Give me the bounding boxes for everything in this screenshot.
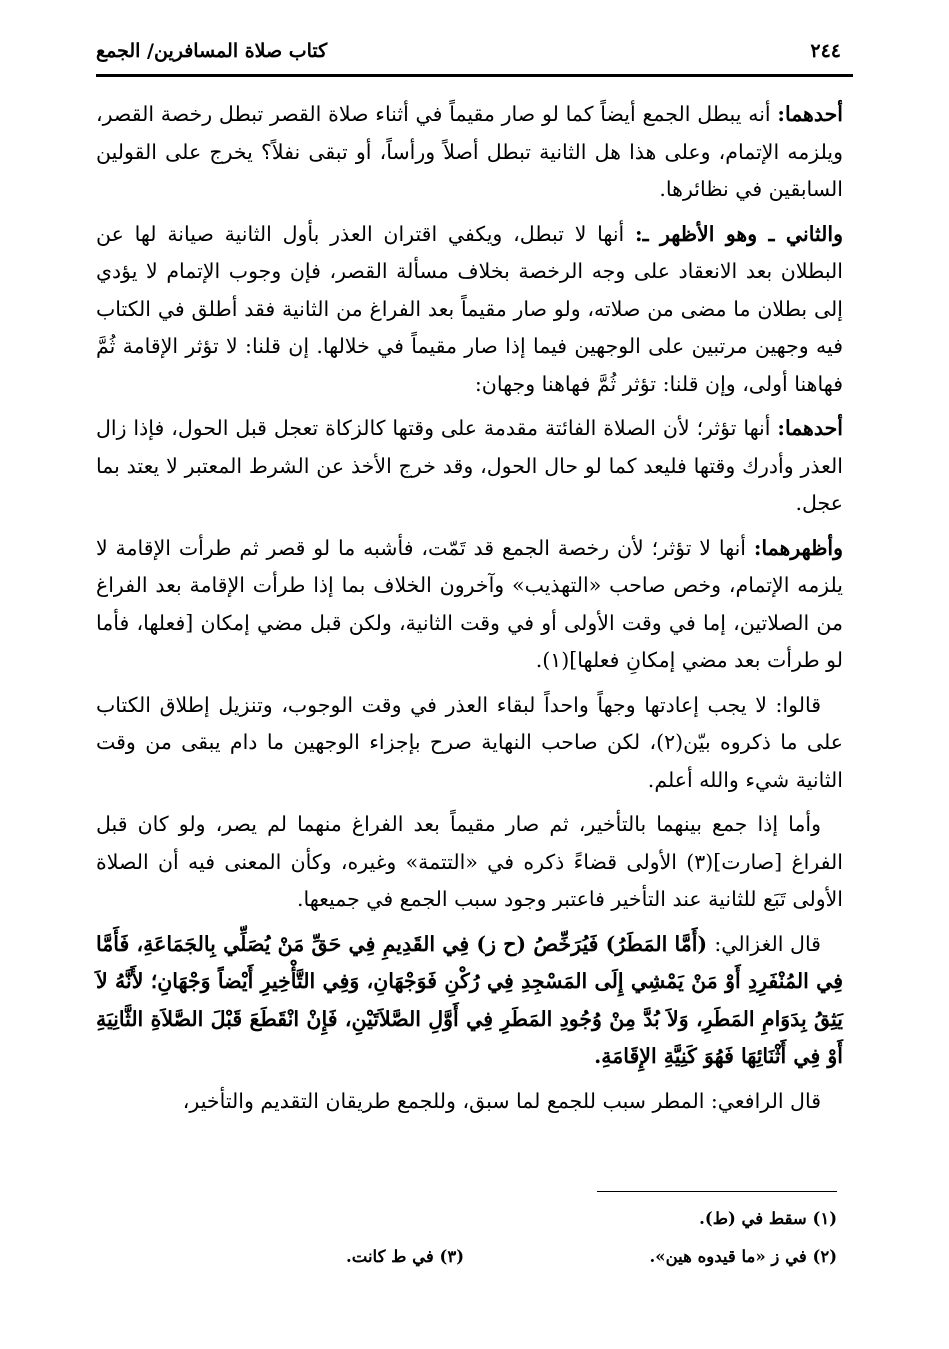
running-header: [96, 40, 841, 70]
header-divider: [96, 74, 853, 77]
paragraph-2: والثاني ـ وهو الأظهر ـ: أنها لا تبطل، ويكفي اقتران العذر بأول الثانية صيانة لها عن البطلان بعد الانعقاد على وجه الرخصة بخلاف مسألة القصر، فإن وجوب الإتمام لا يؤدي إلى بطلان ما مضى من صلاته، ولو صار مقيماً بعد الفراغ من الثانية فقد أطلق في الكتاب فيه وجهين مرتبين على الوجهين فيما إذا صار مقيماً في خلالها. إن قلنا: لا تؤثر الإقامة ثُمَّ فهاهنا أولى، وإن قلنا: تؤثر ثُمَّ فهاهنا وجهان:: [96, 221, 843, 396]
footnotes: [96, 1200, 837, 1276]
footnote-1: (١) سقط في (ط).: [699, 1209, 837, 1228]
footnote-divider: [597, 1191, 837, 1192]
paragraph-3: أحدهما: أنها تؤثر؛ لأن الصلاة الفائتة مقدمة على وقتها كالزكاة تعجل قبل الحول، فإذا زال العذر وأدرك وقتها فليعد كما لو حال الحول، وقد خرج الأخذ عن الشرط المعتبر لا يعتد بما عجل.: [96, 416, 843, 515]
paragraph-8: قال الرافعي: المطر سبب للجمع لما سبق، وللجمع طريقان التقديم والتأخير،: [182, 1088, 821, 1113]
page-number: ٢٤٤: [810, 40, 841, 62]
paragraph-5: قالوا: لا يجب إعادتها وجهاً واحداً لبقاء العذر في وقت الوجوب، وتنزيل إطلاق الكتاب على ما ذكروه بيّن(٢)، لكن صاحب النهاية صرح بإجزاء الوجهين ما دام يبقى من وقت الثانية شيء والله أعلم.: [96, 692, 843, 792]
paragraph-4: وأظهرهما: أنها لا تؤثر؛ لأن رخصة الجمع قد تَمّت، فأشبه ما لو قصر ثم طرأت الإقامة لا يلزمه الإتمام، وخص صاحب «التهذيب» وآخرون الخلاف بما إذا طرأت الإقامة بعد الفراغ من الصلاتين، إما في وقت الأولى أو في وقت الثانية، ولكن قبل مضي إمكان [فعلها، فأما لو طرأت بعد مضي إمكانِ فعلها](١).: [96, 535, 843, 672]
paragraph-7-quote: قال الغزالي: (أَمَّا المَطَرُ) فَيُرَخِّصُ (ح ز) فِي القَدِيمِ فِي حَقِّ مَنْ يُصَلِّي بِالجَمَاعَةِ، فَأَمَّا فِي المُنْفَرِدِ أَوْ مَنْ يَمْشِي إِلَى المَسْجِدِ فِي رُكْنِ فَوَجْهَانِ، وَفِي التَّأْخِيرِ أَيْضاً وَجْهَانِ؛ لأَنَّهُ لاَ يَثِقُ بِدَوَامِ المَطَرِ، وَلاَ بُدَّ مِنْ وُجُودِ المَطَرِ فِي أَوَّلِ الصَّلاَتَيْنِ، فَإِنْ انْقَطَعَ قَبْلَ الصَّلاَةِ الثَّانِيَةِ أَوْ فِي أَثْنَائِهَا فَهُوَ كَنِيَّةِ الإِقَامَةِ.: [96, 931, 843, 1068]
chapter-title: كتاب صلاة المسافرين/ الجمع: [96, 40, 328, 62]
paragraph-1: أحدهما: أنه يبطل الجمع أيضاً كما لو صار مقيماً في أثناء صلاة القصر تبطل رخصة القصر، ويلزمه الإتمام، وعلى هذا هل الثانية تبطل أصلاً ورأساً، أو تبقى نفلاً؟ يخرج على القولين السابقين في نظائرها.: [96, 102, 843, 201]
main-text: [96, 96, 843, 1127]
footnote-3: (٣) في ط كانت.: [346, 1247, 465, 1266]
footnote-2: (٢) في ز «ما قيدوه هين».: [649, 1247, 837, 1266]
paragraph-6: وأما إذا جمع بينهما بالتأخير، ثم صار مقيماً بعد الفراغ منهما لم يصر، ولو كان قبل الفراغ [صارت](٣) الأولى قضاءً ذكره في «التتمة» وغيره، وكأن المعنى فيه أن الصلاة الأولى تَبَع للثانية عند التأخير فاعتبر وجود سبب الجمع في جميعها.: [96, 812, 843, 911]
